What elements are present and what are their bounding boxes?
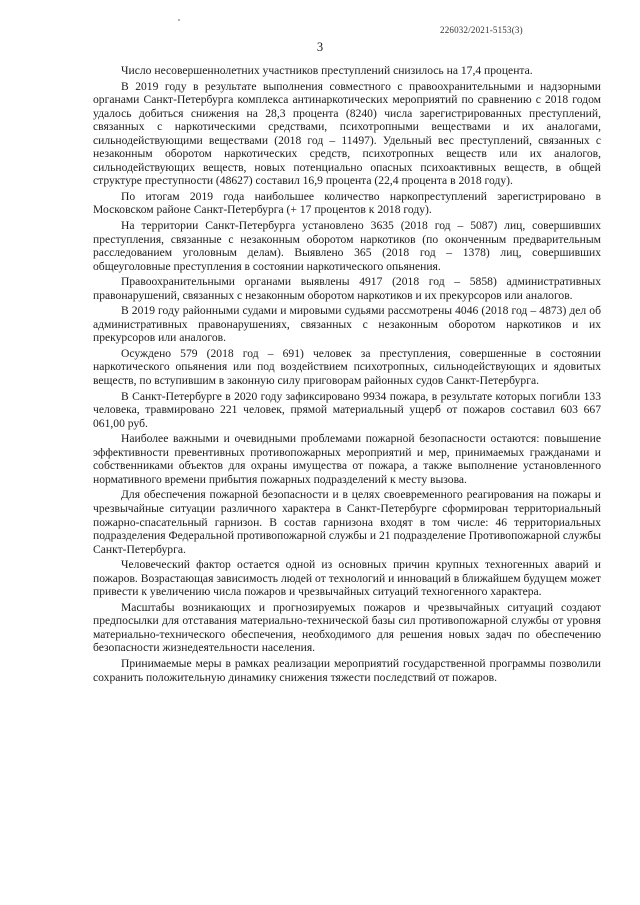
paragraph: Правоохранительными органами выявлены 4917 (2018 год – 5858) административных правонарушений, связанных с незаконным оборотом наркотиков и их прекурсоров или аналогов. [93,275,601,302]
paragraph: Число несовершеннолетних участников преступлений снизилось на 17,4 процента. [121,64,533,77]
scan-artifact [178,19,180,21]
paragraph: В Санкт-Петербурге в 2020 году зафиксировано 9934 пожара, в результате которых погибли 133 человека, травмировано 221 человек, прямой материальный ущерб от пожаров составил 603 667 061,00 руб. [93,389,601,430]
paragraph: Для обеспечения пожарной безопасности и в целях своевременного реагирования на пожары и чрезвычайные ситуации различного характера в Санкт-Петербурге сформирован территориальный пожарно-спасательный гарнизон. В состав гарнизона входят в том числе: 46 территориальных подразделения Федеральной противопожарной службы и 21 подразделение Противопожарной службы Санкт-Петербурга. [93,488,601,556]
page-number: 3 [316,40,324,54]
paragraph: По итогам 2019 года наибольшее количество наркопреступлений зарегистрировано в Московском районе Санкт-Петербурга (+ 17 процентов к 2018 году). [93,189,601,217]
paragraph: Масштабы возникающих и прогнозируемых пожаров и чрезвычайных ситуаций создают предпосылки для отставания материально-технической базы сил противопожарной службы от уровня материально-технического обеспечения, необходимого для решения новых задач по обеспечению безопасности жизнедеятельности населения. [93,600,601,655]
document-id: 226032/2021-5153(3) [440,25,523,35]
paragraph: Принимаемые меры в рамках реализации мероприятий государственной программы позволили сохранить положительную динамику снижения тяжести последствий от пожаров. [93,656,601,684]
paragraph: В 2019 году районными судами и мировыми судьями рассмотрены 4046 (2018 год – 4873) дел об административных правонарушениях, связанных с незаконным оборотом наркотиков и их прекурсоров или аналогов. [93,304,601,345]
paragraph: Наиболее важными и очевидными проблемами пожарной безопасности остаются: повышение эффективности превентивных противопожарных мероприятий и мер, принимаемых гражданами и собственниками объектов для охраны имущества от пожара, а также выполнение установленного нормативного времени прибытия пожарных подразделений к месту вызова. [93,432,601,486]
body-text [93,64,601,686]
paragraph: В 2019 году в результате выполнения совместного с правоохранительными и надзорными органами Санкт-Петербурга комплекса антинаркотических мероприятий по сравнению с 2018 годом удалось добиться снижения на 28,3 процента (8240) числа зарегистрированных преступлений, связанных с наркотическими средствами, психотропными веществами и их аналогами, сильнодействующими веществами (2018 год – 11497). Удельный вес преступлений, связанных с незаконным оборотом наркотических средств, психотропных веществ или их аналогов, сильнодействующих веществ, новых потенциально опасных психоактивных веществ, в общей структуре преступности (48627) составил 16,9 процента (22,4 процента в 2018 году). [93,79,601,188]
paragraph: Человеческий фактор остается одной из основных причин крупных техногенных аварий и пожаров. Возрастающая зависимость людей от технологий и инноваций в ближайшем будущем может привести к увеличению числа пожаров и чрезвычайных ситуаций техногенного характера. [93,558,601,599]
paragraph: Осуждено 579 (2018 год – 691) человек за преступления, совершенные в состоянии наркотического опьянения или под воздействием психотропных, сильнодействующих и ядовитых веществ, по вступившим в законную силу приговорам районных судов Санкт-Петербурга. [93,346,601,388]
paragraph: На территории Санкт-Петербурга установлено 3635 (2018 год – 5087) лиц, совершивших преступления, связанные с незаконным оборотом наркотиков (по оконченным предварительным расследованием уголовным делам). Выявлено 365 (2018 год – 1378) лиц, совершивших общеуголовные преступления в состоянии наркотического опьянения. [93,219,601,273]
